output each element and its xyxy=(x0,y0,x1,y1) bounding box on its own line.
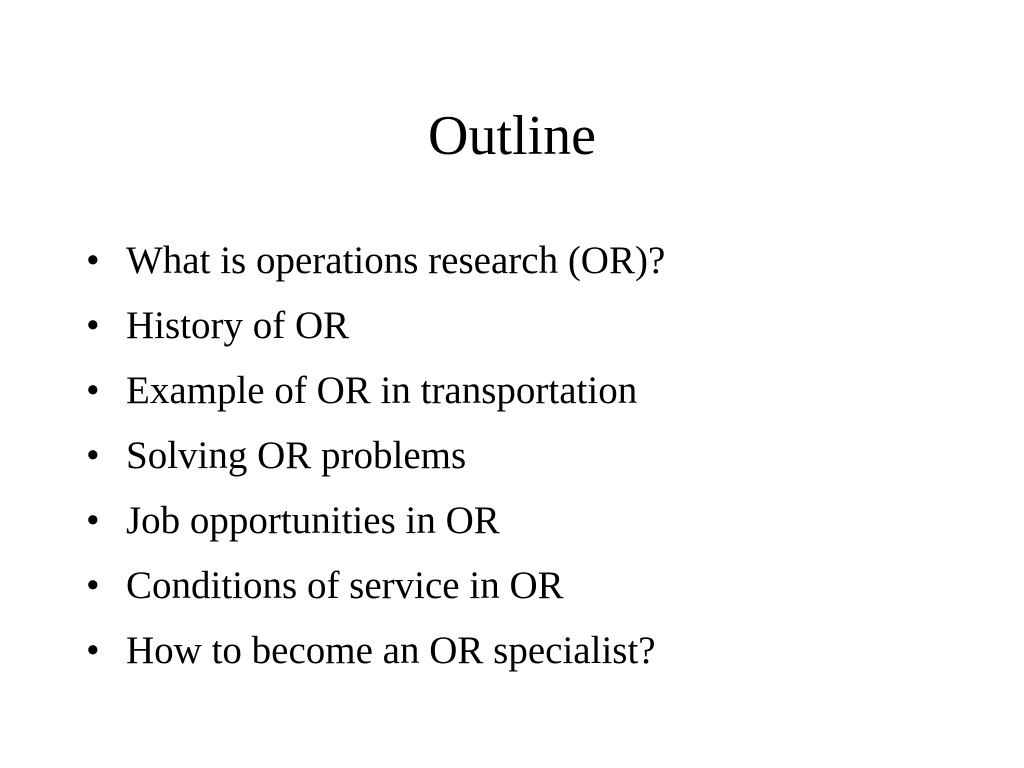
list-item-text: History of OR xyxy=(126,304,350,347)
slide-title: Outline xyxy=(428,105,596,167)
list-item-text: Conditions of service in OR xyxy=(126,564,564,607)
outline-list xyxy=(86,228,665,683)
bullet-icon: • xyxy=(86,434,100,477)
list-item xyxy=(86,228,665,293)
list-item-text: Solving OR problems xyxy=(126,434,467,477)
list-item xyxy=(86,553,665,618)
list-item-text: How to become an OR specialist? xyxy=(126,629,656,672)
list-item-text: Job opportunities in OR xyxy=(126,499,500,542)
bullet-icon: • xyxy=(86,629,100,672)
bullet-icon: • xyxy=(86,304,100,347)
list-item xyxy=(86,293,665,358)
bullet-icon: • xyxy=(86,564,100,607)
bullet-icon: • xyxy=(86,369,100,412)
list-item xyxy=(86,618,665,683)
list-item xyxy=(86,488,665,553)
bullet-icon: • xyxy=(86,239,100,282)
list-item-text: Example of OR in transportation xyxy=(126,369,638,412)
list-item-text: What is operations research (OR)? xyxy=(126,239,666,282)
list-item xyxy=(86,358,665,423)
bullet-icon: • xyxy=(86,499,100,542)
list-item xyxy=(86,423,665,488)
